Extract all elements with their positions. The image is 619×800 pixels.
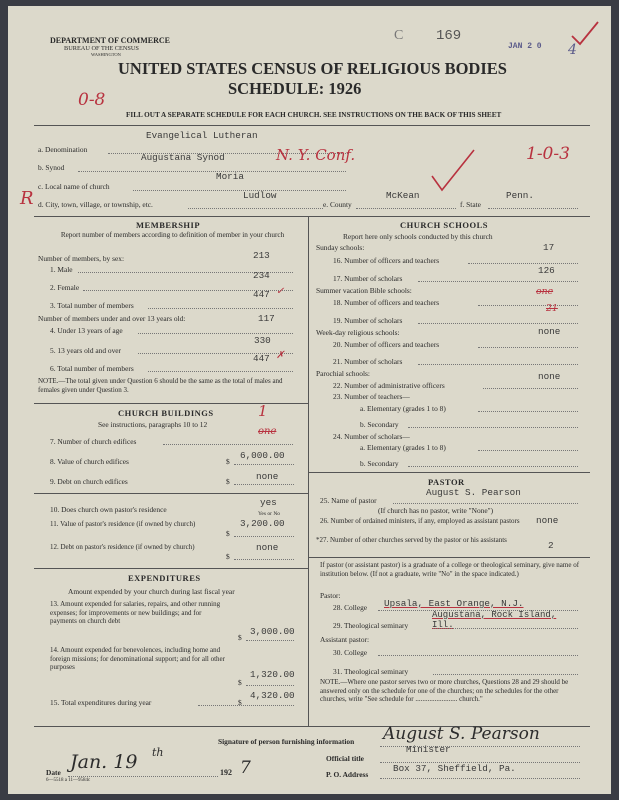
q25-hint: (If church has no pastor, write "None") bbox=[378, 506, 494, 515]
buildings-heading: CHURCH BUILDINGS bbox=[118, 408, 214, 418]
checkmark-icon bbox=[570, 20, 600, 48]
pastor-sub-label: Pastor: bbox=[320, 591, 341, 600]
check-tick-icon: ✓ bbox=[276, 286, 285, 297]
denomination-label: a. Denomination bbox=[38, 145, 88, 154]
state-label: f. State bbox=[460, 200, 481, 209]
q2-female-value: 234 bbox=[253, 270, 270, 281]
q25-label: 25. Name of pastor bbox=[320, 496, 377, 505]
checkmark-icon bbox=[428, 146, 478, 196]
q2-label: 2. Female bbox=[50, 283, 80, 292]
header-rule bbox=[34, 125, 590, 126]
q1-label: 1. Male bbox=[50, 265, 73, 274]
q27-label: *27. Number of other churches served by the pastor or his assistants bbox=[316, 536, 507, 544]
q25-pastor-value: August S. Pearson bbox=[426, 487, 521, 498]
pastor-rule bbox=[308, 557, 590, 558]
q10-residence-value: yes bbox=[260, 497, 277, 508]
q13-amount-value: 3,000.00 bbox=[250, 626, 295, 637]
parochial-schools-label: Parochial schools: bbox=[316, 369, 370, 378]
dollar-sign: $ bbox=[238, 678, 242, 687]
q7-label: 7. Number of church edifices bbox=[50, 437, 137, 446]
q17-value: 126 bbox=[538, 265, 555, 276]
county-label: e. County bbox=[323, 200, 352, 209]
county-value: McKean bbox=[386, 190, 420, 201]
signature-label: Signature of person furnishing information bbox=[218, 737, 355, 746]
buildings-rule bbox=[34, 568, 308, 569]
date-value: Jan. 19 bbox=[70, 751, 138, 773]
dollar-sign: $ bbox=[226, 457, 230, 466]
q12-debt-value: none bbox=[256, 542, 279, 553]
expenditures-intro: Amount expended by your church during last fiscal year bbox=[68, 587, 235, 596]
city-label: d. City, town, village, or township, etc. bbox=[38, 200, 153, 209]
q19-value: 21 bbox=[546, 303, 558, 314]
po-address-label: P. O. Address bbox=[326, 770, 369, 779]
q16-value: 17 bbox=[543, 242, 555, 253]
state-value: Penn. bbox=[506, 190, 534, 201]
church-name-value: Moria bbox=[216, 171, 244, 182]
q5-label: 5. 13 years old and over bbox=[50, 346, 122, 355]
denomination-value: Evangelical Lutheran bbox=[146, 130, 258, 141]
church-name-label: c. Local name of church bbox=[38, 182, 110, 191]
q3-total-value: 447 bbox=[253, 289, 270, 300]
schools-heading: CHURCH SCHOOLS bbox=[400, 220, 488, 230]
q23b-label: b. Secondary bbox=[360, 420, 399, 429]
q21-label: 21. Number of scholars bbox=[333, 357, 403, 366]
q9-debt-value: none bbox=[256, 471, 279, 482]
synod-value: Augustana Synod bbox=[141, 152, 225, 163]
q23-label: 23. Number of teachers— bbox=[333, 392, 410, 401]
dollar-sign: $ bbox=[238, 698, 242, 707]
synod-note: N. Y. Conf. bbox=[276, 146, 356, 164]
signature: August S. Pearson bbox=[383, 724, 540, 744]
q18-label: 18. Number of officers and teachers bbox=[333, 298, 440, 307]
q24a-label: a. Elementary (grades 1 to 8) bbox=[360, 443, 446, 452]
q26-value: none bbox=[536, 515, 559, 526]
q18-value: one bbox=[536, 286, 554, 297]
department-heading: DEPARTMENT OF COMMERCE bbox=[50, 36, 171, 45]
corner-code: 1-0-3 bbox=[526, 144, 570, 164]
q29-label: 29. Theological seminary bbox=[333, 621, 409, 630]
dollar-sign: $ bbox=[226, 477, 230, 486]
expenditures-heading: EXPENDITURES bbox=[128, 573, 201, 583]
q20-value: none bbox=[538, 326, 561, 337]
year-digit: 7 bbox=[240, 758, 251, 778]
q3-label: 3. Total number of members bbox=[50, 301, 134, 310]
q27-value: 2 bbox=[548, 540, 554, 551]
buildings-intro: See instructions, paragraphs 10 to 12 bbox=[98, 420, 208, 429]
membership-heading: MEMBERSHIP bbox=[136, 220, 201, 230]
q11-residence-value: 3,200.00 bbox=[240, 518, 285, 529]
weekday-schools-label: Week-day religious schools: bbox=[316, 328, 400, 337]
summer-schools-label: Summer vacation Bible schools: bbox=[316, 286, 412, 295]
q14-label: 14. Amount expended for benevolences, including home and foreign missions; for denominational support; and for all other purposes bbox=[50, 646, 225, 671]
q24-label: 24. Number of scholars— bbox=[333, 432, 410, 441]
q20-label: 20. Number of officers and teachers bbox=[333, 340, 440, 349]
schools-rule bbox=[308, 472, 590, 473]
q4-label: 4. Under 13 years of age bbox=[50, 326, 123, 335]
year-prefix: 192 bbox=[220, 768, 232, 777]
form-title: UNITED STATES CENSUS OF RELIGIOUS BODIES bbox=[118, 59, 507, 78]
q8-label: 8. Value of church edifices bbox=[50, 457, 129, 466]
q28-label: 28. College bbox=[333, 603, 368, 612]
q6-label: 6. Total number of members bbox=[50, 364, 134, 373]
q30-label: 30. College bbox=[333, 648, 368, 657]
q12-label: 12. Debt on pastor's residence (if owned by church) bbox=[50, 543, 195, 551]
dollar-sign: $ bbox=[226, 529, 230, 538]
sunday-schools-label: Sunday schools: bbox=[316, 243, 365, 252]
q26-label: 26. Number of ordained ministers, if any, employed as assistant pastors bbox=[320, 517, 520, 525]
q31-label: 31. Theological seminary bbox=[333, 667, 409, 676]
schools-intro: Report here only schools conducted by this church bbox=[343, 232, 493, 241]
bureau-heading: BUREAU OF THE CENSUS bbox=[64, 45, 139, 52]
q6-total-value: 447 bbox=[253, 353, 270, 364]
q7-correction: 1 bbox=[258, 402, 268, 420]
q4-under13-value: 117 bbox=[258, 313, 275, 324]
q29-seminary-value: Augustana, Rock Island, Ill. bbox=[432, 610, 557, 630]
serial-prefix: C bbox=[394, 28, 404, 43]
official-title-label: Official title bbox=[326, 754, 364, 763]
q28-college-value: Upsala, East Orange, N.J. bbox=[384, 598, 524, 609]
buildings-divider bbox=[34, 493, 308, 494]
stamp-number: 4 bbox=[568, 42, 577, 58]
official-title-value: Minister bbox=[406, 744, 451, 755]
q15-total-value: 4,320.00 bbox=[250, 690, 295, 701]
yes-no-hint: Yes or No bbox=[258, 511, 281, 517]
q1-male-value: 213 bbox=[253, 250, 270, 261]
q15-label: 15. Total expenditures during year bbox=[50, 698, 152, 707]
membership-note: NOTE.—The total given under Question 6 should be the same as the total of males and females given under Question 3. bbox=[38, 377, 283, 394]
pastor-heading: PASTOR bbox=[428, 477, 465, 487]
graduate-instruction: If pastor (or assistant pastor) is a graduate of a college or theological seminary, give name of institution below. (If not a graduate, write "No" in the space indicated.) bbox=[320, 561, 580, 578]
dollar-sign: $ bbox=[238, 633, 242, 642]
q24b-label: b. Secondary bbox=[360, 459, 399, 468]
q19-label: 19. Number of scholars bbox=[333, 316, 403, 325]
schedule-title: SCHEDULE: 1926 bbox=[228, 79, 362, 98]
pastor-note: NOTE.—Where one pastor serves two or more churches, Questions 28 and 29 should be answered only on the schedule for one of the churches; on the schedules for the other churches, write "See schedule for ........................ church." bbox=[320, 678, 569, 703]
q14-amount-value: 1,320.00 bbox=[250, 669, 295, 680]
members-by-age-label: Number of members under and over 13 years old: bbox=[38, 314, 186, 323]
q8-value-amount: 6,000.00 bbox=[240, 450, 285, 461]
dollar-sign: $ bbox=[226, 552, 230, 561]
q16-label: 16. Number of officers and teachers bbox=[333, 256, 440, 265]
members-by-sex-label: Number of members, by sex: bbox=[38, 254, 124, 263]
q17-label: 17. Number of scholars bbox=[333, 274, 403, 283]
q22-value: none bbox=[538, 371, 561, 382]
q22-label: 22. Number of administrative officers bbox=[333, 381, 445, 390]
date-label: Date bbox=[46, 768, 61, 777]
membership-intro: Report number of members according to definition of member in your church bbox=[60, 231, 285, 239]
assistant-pastor-label: Assistant pastor: bbox=[320, 635, 370, 644]
check-x-icon: ✗ bbox=[276, 350, 285, 361]
q9-label: 9. Debt on church edifices bbox=[50, 477, 128, 486]
q5-over13-value: 330 bbox=[254, 335, 271, 346]
instruction-line: FILL OUT A SEPARATE SCHEDULE FOR EACH CHURCH. SEE INSTRUCTIONS ON THE BACK OF THIS SHEET bbox=[126, 111, 502, 119]
column-divider bbox=[308, 216, 309, 726]
print-code: 6—5518 a 11—9584c bbox=[46, 778, 91, 783]
synod-label: b. Synod bbox=[38, 163, 65, 172]
margin-mark: 0-8 bbox=[78, 90, 106, 110]
po-address-value: Box 37, Sheffield, Pa. bbox=[393, 763, 516, 774]
main-box-top bbox=[34, 216, 590, 217]
letter-r-mark: R bbox=[20, 188, 34, 209]
q23a-label: a. Elementary (grades 1 to 8) bbox=[360, 404, 446, 413]
q13-label: 13. Amount expended for salaries, repairs, and other running expenses; for improvements or new buildings; and for payments on church debt bbox=[50, 600, 221, 625]
census-schedule-sheet bbox=[8, 6, 611, 794]
city-heading: WASHINGTON bbox=[91, 52, 121, 57]
serial-number: 169 bbox=[436, 28, 462, 44]
date-suffix: th bbox=[152, 746, 164, 759]
q7-edifices-value: one bbox=[258, 426, 277, 437]
q11-label: 11. Value of pastor's residence (if owned by church) bbox=[50, 520, 196, 528]
received-date-stamp: JAN 2 0 bbox=[508, 42, 542, 51]
q10-label: 10. Does church own pastor's residence bbox=[50, 505, 167, 514]
city-value: Ludlow bbox=[243, 190, 277, 201]
